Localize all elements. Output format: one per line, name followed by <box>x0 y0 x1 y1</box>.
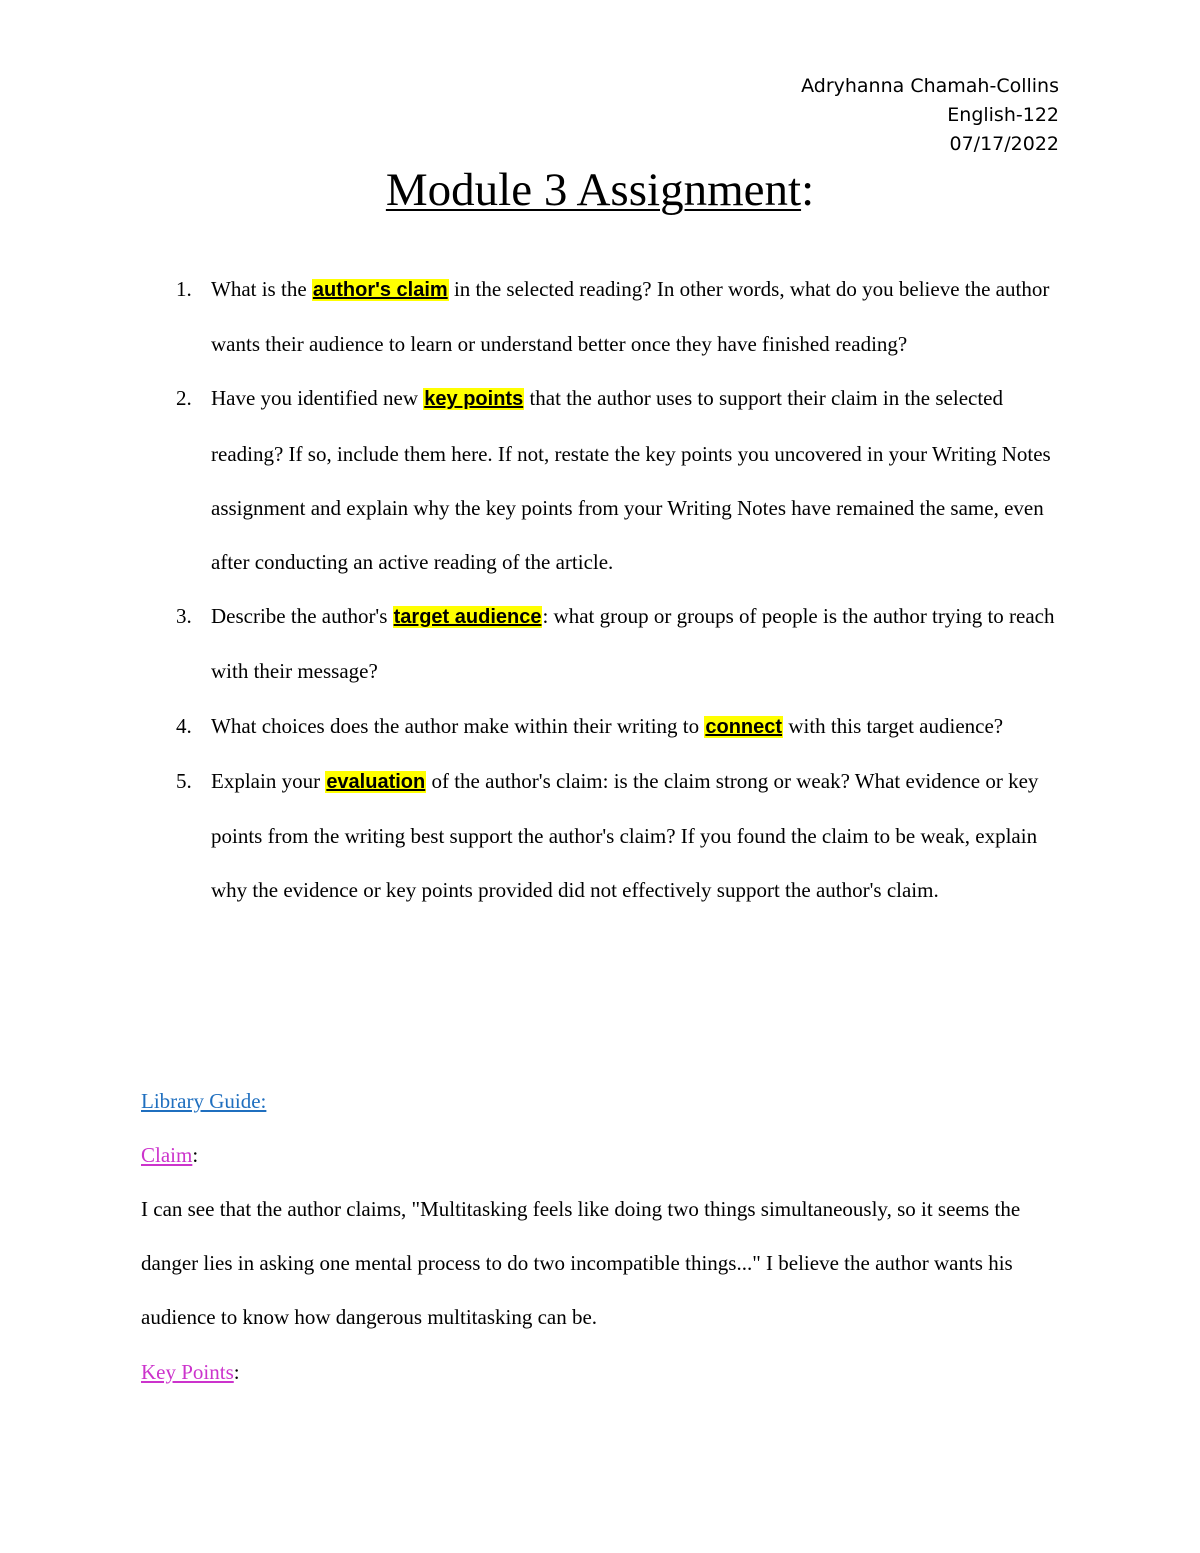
library-guide-link[interactable]: Library Guide: <box>141 1089 267 1113</box>
question-item <box>142 699 1072 754</box>
claim-paragraph: I can see that the author claims, "Multitasking feels like doing two things simultaneously, so it seems the danger lies in asking one mental process to do two incompatible things..." I believe the author wants his audience to know how dangerous multitasking can be. <box>141 1197 1021 1330</box>
question-item <box>142 589 1072 698</box>
key-points-heading-colon: : <box>233 1360 240 1384</box>
question-text-after: : what group or groups of people is the author trying to reach with their message? <box>211 604 1055 684</box>
question-text-before: Explain your <box>211 768 326 793</box>
question-number: 5. <box>176 768 192 793</box>
claim-heading-link[interactable]: Claim <box>141 1143 193 1167</box>
page-title <box>0 160 1200 220</box>
question-number: 2. <box>176 386 192 411</box>
page-title-colon: : <box>801 164 815 216</box>
claim-heading-colon: : <box>192 1143 199 1167</box>
header-block <box>801 72 1059 159</box>
question-highlight: author's claim <box>312 279 448 301</box>
question-text-before: What choices does the author make within their writing to <box>211 713 705 738</box>
course-name: English-122 <box>947 104 1059 126</box>
claim-heading-row <box>141 1128 198 1182</box>
library-guide-row <box>141 1074 266 1128</box>
key-points-heading-row <box>141 1345 240 1399</box>
question-number: 3. <box>176 604 192 629</box>
question-text-before: Have you identified new <box>211 386 424 411</box>
question-item <box>142 371 1072 589</box>
question-list <box>142 262 1072 917</box>
page-title-main: Module 3 Assignment <box>385 164 802 216</box>
question-highlight: target audience <box>393 606 542 629</box>
question-number: 4. <box>176 713 192 738</box>
author-name: Adryhanna Chamah-Collins <box>801 75 1059 97</box>
question-text-after: that the author uses to support their claim in the selected reading? If so, include them here. If not, restate the key points you uncovered in your Writing Notes assignment and explain why the key points from your Writing Notes have remained the same, even after conducting an active reading of the article. <box>211 386 1051 575</box>
question-highlight: evaluation <box>326 770 426 793</box>
key-points-heading-link[interactable]: Key Points <box>141 1360 234 1384</box>
question-text-before: What is the <box>211 277 312 301</box>
question-text-after: in the selected reading? In other words, what do you believe the author wants their audience to learn or understand better once they have finished reading? <box>211 277 1050 357</box>
question-item <box>142 754 1072 918</box>
question-highlight: connect <box>705 715 783 738</box>
question-text-after: of the author's claim: is the claim strong or weak? What evidence or key points from the writing best support the author's claim? If you found the claim to be weak, explain why the evidence or key points provided did not effectively support the author's claim. <box>211 768 1039 903</box>
question-item <box>142 262 1072 371</box>
question-number: 1. <box>176 277 192 301</box>
assignment-date: 07/17/2022 <box>949 133 1059 155</box>
question-text-before: Describe the author's <box>211 604 393 629</box>
question-text-after: with this target audience? <box>783 713 1004 738</box>
question-highlight: key points <box>424 388 524 411</box>
